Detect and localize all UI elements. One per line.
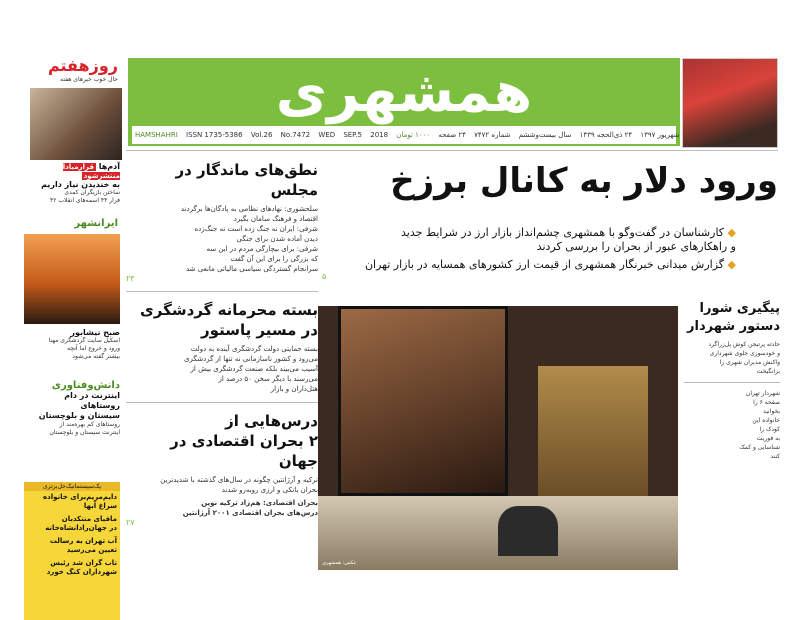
masthead-logo: همشهری [275,60,533,125]
info-year: 2018 [370,131,389,139]
info-date-fa: شهریور ۱۳۹۷ [640,131,680,139]
iranshahr-title: ایرانشهر [74,218,118,229]
info-title: HAMSHAHRI [135,131,178,139]
council-wall-decoration [538,366,648,496]
divider [126,402,318,403]
right-column [684,300,780,461]
info-date: SEP.5 [343,131,362,139]
yellow-box [24,482,120,620]
info-no: No.7472 [280,131,311,139]
people-headline [24,162,120,205]
headline-page-ref: ۵ [322,272,327,281]
masthead-divider [126,150,778,151]
yellow-item-4[interactable]: تاب گران شد رئیس شهرداران کنگ خورد [46,559,117,576]
rooz-haftom-logo: روزهفتم [47,56,118,75]
masthead-info-bar [132,126,680,144]
yellow-item-1[interactable]: دایم‌مریم‌برای خانواده سراغ آبها [43,493,117,510]
info-day: WED [318,131,336,139]
yellow-item-3[interactable]: آب تهران به رسالت تعیین می‌رسید [49,537,117,554]
center-text-3: ترکیه و آرژانتین چگونه در سال‌های گذشته با شدیدترین بحران بانکی و ارزی روبه‌رو شدند [160,476,318,494]
center-headline-3[interactable]: درس‌هایی از ۲ بحران اقتصادی در جهان [170,412,318,470]
right-text-2: شهردار تهران صفحه ۶ را بخوانید خانواده این کودک را به فوریت شناسایی و کمک کنند [739,390,780,460]
center-column [126,160,318,527]
nishapur-photo [24,234,120,324]
tech-headline: اینترنت در دام روستاهای سیستان و بلوچستان [38,391,120,420]
tech-text: روستاهای کم بهره‌مند از اینترنت سیستان و بلوچستان [49,421,120,436]
bullet-icon: ◆ [724,226,736,239]
people-text: ساختن بازیگران کمدی فرار ۴۴ اسمه‌های انقلاب ۴۲ [50,189,120,204]
right-headline[interactable]: پیگیری شورا دستور شهردار [687,301,780,334]
comedians-photo [30,88,122,160]
center-page-num-3: ۲۷ [126,518,135,527]
city-council-photo [318,306,678,570]
people-title: به خندیدن نیاز داریم [41,180,120,189]
people-label: آدم‌ها [98,162,120,171]
nishapur-title: صبح نیشابور [70,328,120,337]
sports-supplement-photo[interactable] [682,58,778,148]
people-badge: قرارمبادا منتشرشود [62,163,120,180]
center-headline-1[interactable]: نطق‌های ماندگار در مجلس [175,161,318,199]
center-text-1: سلحشوری: نهادهای نظامی به پادگان‌ها برگردند اقتصاد و فرهنگ سامان بگیرد شرفی: ایران نه جنگ زده است نه جنگ‌زده دیدن آماده شدن برای جنگی شرفی: برای بیچارگی مردم در این سه که بزرگی را برای این آن گفت سرانجام گستردگی سیاسی مالیاتی مانعی شد [180,205,318,273]
info-price: ۱۰۰۰ تومان [396,131,431,139]
right-text-1: حادثه پرتیجن کوش پل‌زراگرد و خودسوزی جلوی شهرداری واکنش مدیران شهری را برانگیخت [708,341,780,375]
center-page-num-1: ۲۳ [126,274,135,283]
bullet-icon: ◆ [724,258,736,271]
council-member-figure [498,506,558,556]
info-vol: Vol.26 [250,131,273,139]
sports-supplement-caption: ضمیمه همشهری ورزشی [698,140,762,147]
main-headline[interactable]: ورود دلار به کانال برزخ [390,161,778,201]
divider [126,291,318,292]
tech-section-title: دانش‌وفناوری [51,380,120,391]
info-volume-fa: سال بیست‌وششم [518,131,572,139]
center-text-4: بحران اقتصادی: هم‌زاد ترکیه نوین درس‌های بحران اقتصادی ۲۰۰۱ آرژانتین [182,499,318,517]
rooz-haftom-subtitle: حال خوب خبرهای هفته [60,76,118,83]
divider [684,382,780,383]
headline-sub-1: ◆ کارشناسان در گفت‌وگو با همشهری چشم‌انداز بازار ارز در شرایط جدید و راهکارهای عبور از بحران را بررسی کردند [401,226,736,253]
projected-boy-image [338,306,508,496]
tech-story [24,380,120,437]
info-issn: ISSN 1735-5386 [186,131,243,139]
left-column [22,50,122,576]
headline-sub-2: ◆ گزارش میدانی خبرنگار همشهری از قیمت ارز کشورهای همسایه در بازار تهران [364,258,736,271]
photo-credit: عکس: همشهری [322,560,357,566]
nishapur-text: اسکیل سایت گردشگری مهنا ورود و خروج اما آنچه بیشتر گفته می‌شود [48,337,120,360]
yellow-item-2[interactable]: مافیای منتکدبان در جهان‌رادانشاه‌خانه [45,515,117,532]
masthead [128,58,680,146]
center-text-2: بسته حمایتی دولت گردشگری آینده به دولت می‌رود و کشور ناسازمانی نه تنها از گردشگری آسیب می‌بیند بلکه صنعت گردشگری بیش از می‌رسند با دیگر سخن ۵۰ درصد از هتل‌داران و بازار [184,345,318,393]
info-date-hijri: ۲۴ ذی‌الحجه ۱۴۳۹ [579,131,633,139]
info-pages: ۲۴ صفحه [438,131,466,139]
nishapur-story [24,328,120,361]
info-number-fa: شماره ۷۴۷۲ [474,131,511,139]
center-headline-2[interactable]: بسته محرمانه گردشگری در مسیر پاستور [140,301,318,339]
yellow-box-bar: یک‌سیستماتیک‌حل‌برتری [24,482,120,491]
